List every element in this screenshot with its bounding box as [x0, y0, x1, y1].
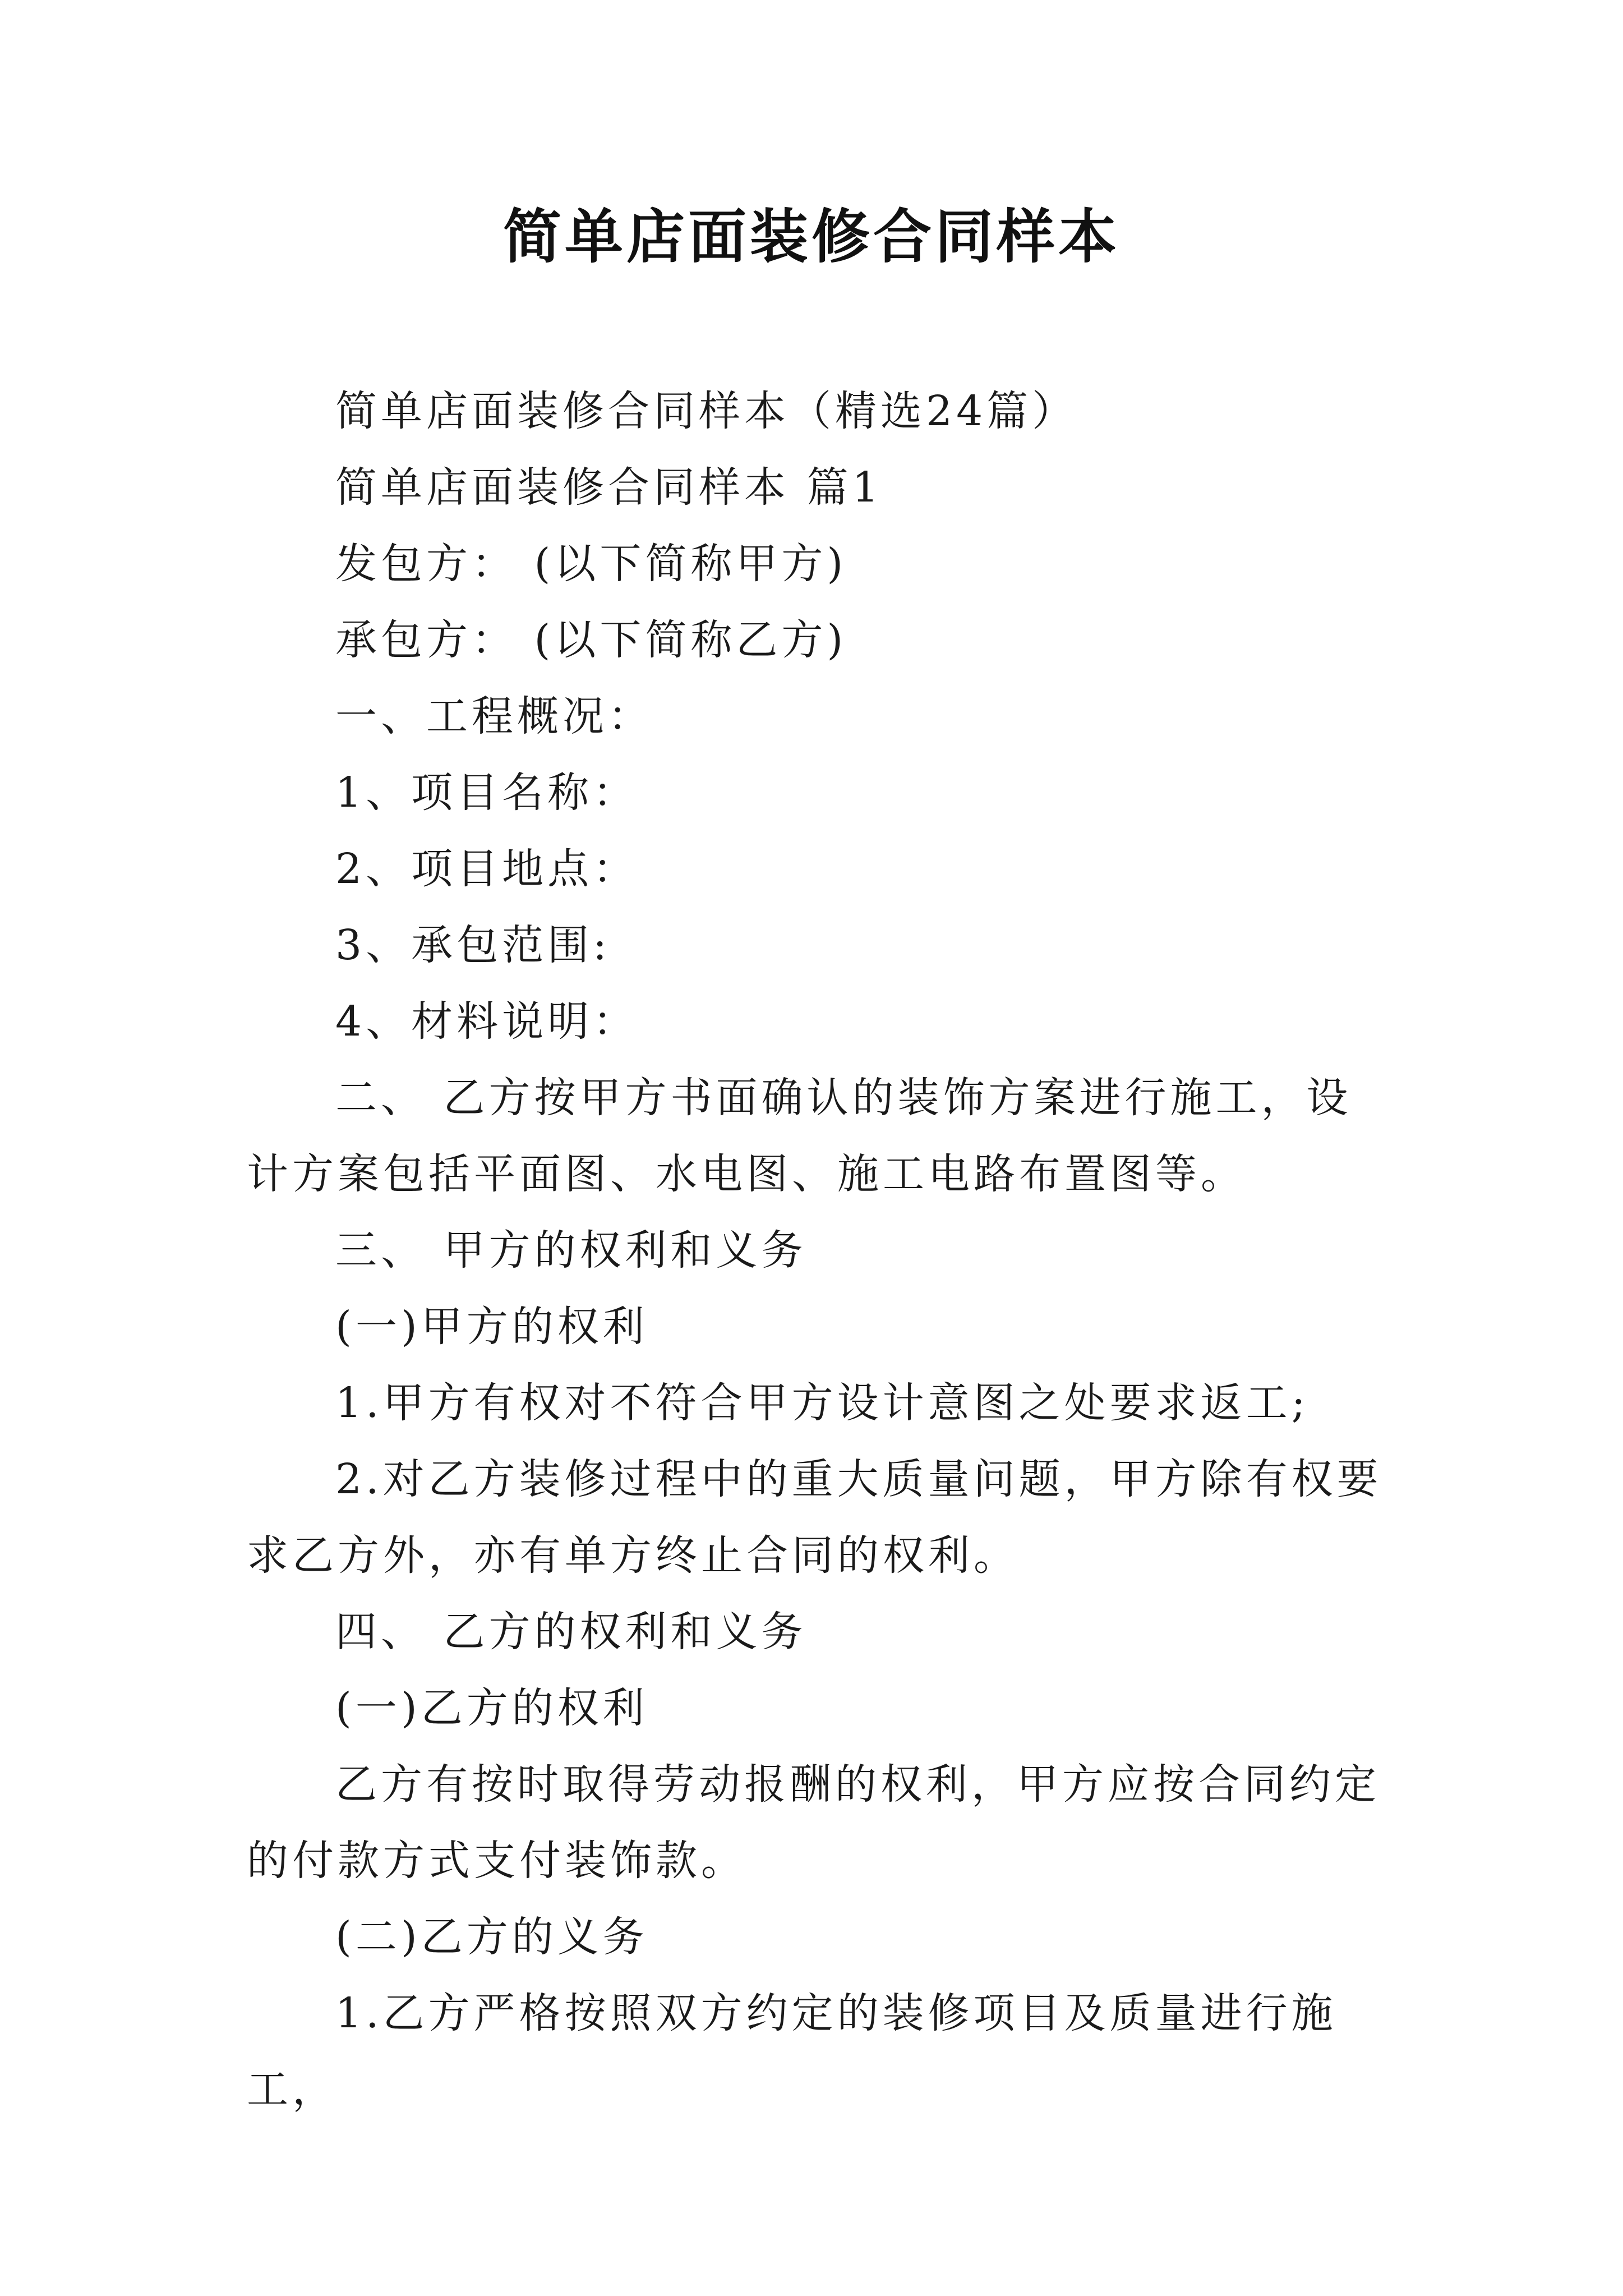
- paragraph: 乙方有按时取得劳动报酬的权利，甲方应按合同约定的付款方式支付装饰款。: [247, 1760, 1380, 1885]
- paragraph: 4、材料说明：: [335, 997, 639, 1046]
- paragraph: 1.乙方严格按照双方约定的装修项目及质量进行施工，: [247, 1989, 1337, 2114]
- paragraph: 二、 乙方按甲方书面确认的装饰方案进行施工，设计方案包括平面图、水电图、施工电路布置图等。: [247, 1074, 1352, 1198]
- paragraph: 1.甲方有权对不符合甲方设计意图之处要求返工;: [335, 1379, 1310, 1427]
- paragraph: 四、 乙方的权利和义务: [335, 1608, 807, 1656]
- paragraph: 一、工程概况：: [335, 692, 653, 740]
- paragraph: 1、项目名称：: [335, 769, 639, 817]
- paragraph: (一)乙方的权利: [335, 1684, 648, 1732]
- paragraph: (一)甲方的权利: [335, 1303, 648, 1351]
- paragraph: (二)乙方的义务: [335, 1913, 648, 1961]
- paragraph: 三、 甲方的权利和义务: [335, 1226, 807, 1274]
- paragraph: 2、项目地点：: [335, 845, 639, 893]
- paragraph: 承包方： (以下简称乙方): [335, 616, 847, 664]
- paragraph: 2.对乙方装修过程中的重大质量问题，甲方除有权要求乙方外，亦有单方终止合同的权利。: [247, 1455, 1382, 1580]
- paragraph: 简单店面装修合同样本（精选24篇）: [335, 387, 1078, 435]
- document-title: 简单店面装修合同样本: [502, 203, 1120, 271]
- document-body: [247, 373, 1385, 2128]
- paragraph: 简单店面装修合同样本 篇1: [335, 463, 883, 512]
- paragraph: 发包方： (以下简称甲方): [335, 540, 847, 588]
- paragraph: 3、承包范围:: [335, 921, 611, 969]
